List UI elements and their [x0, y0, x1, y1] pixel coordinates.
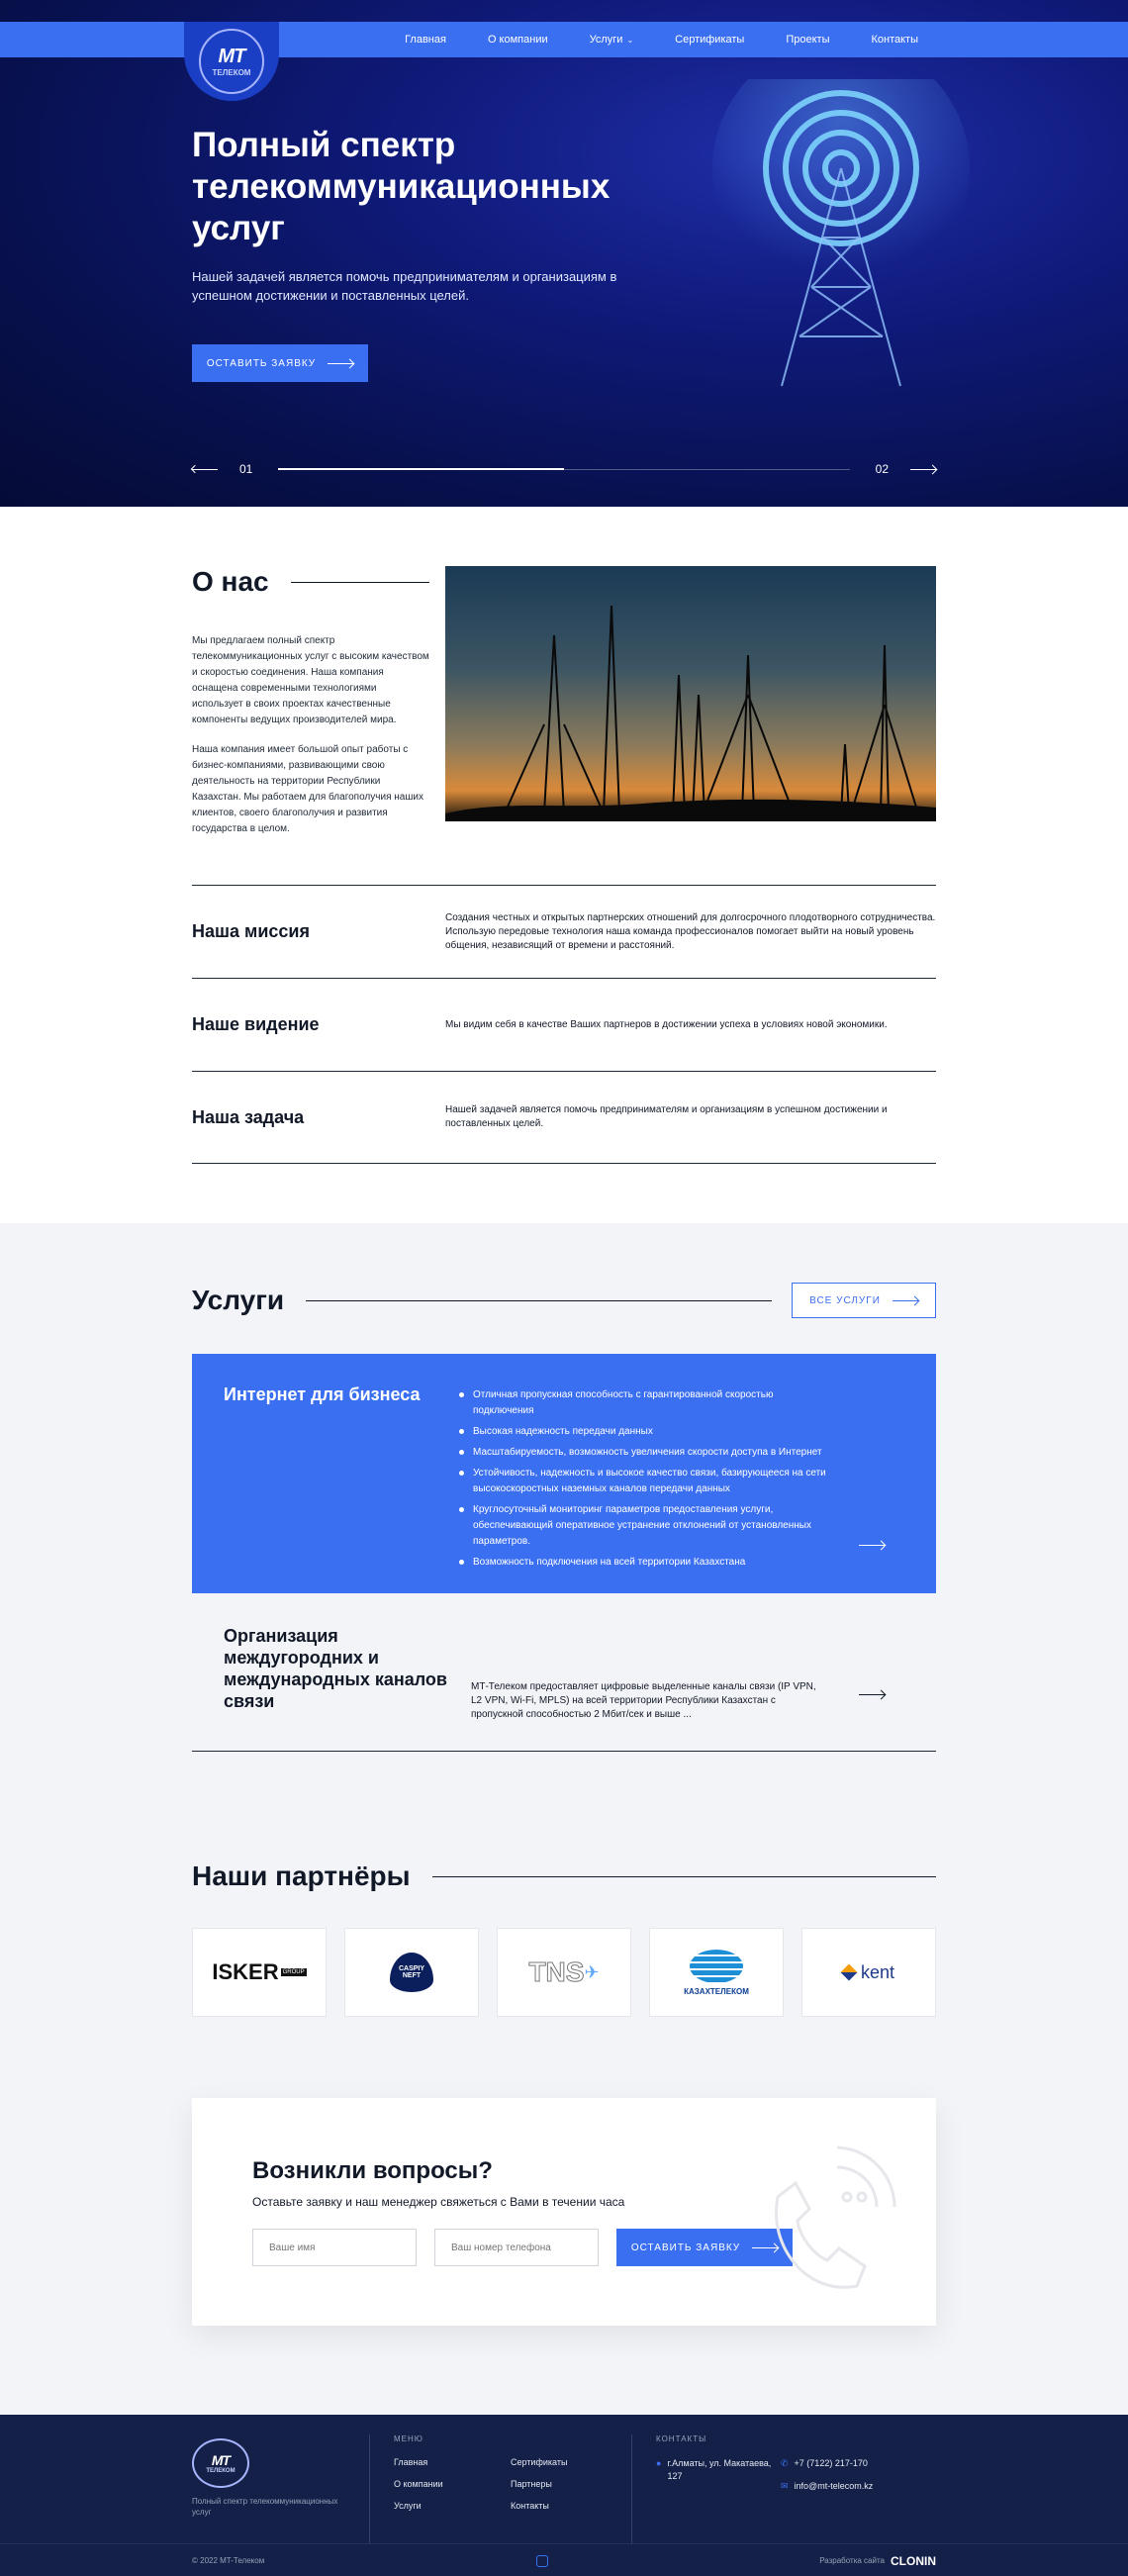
footer-phone-text: +7 (7122) 217-170 — [794, 2458, 868, 2468]
phone-icon — [748, 2138, 896, 2306]
about-title-text: О нас — [192, 566, 269, 597]
arrow-right-icon — [893, 1300, 918, 1301]
nav-home-label: Главная — [405, 34, 446, 46]
footer-link-home[interactable]: Главная — [394, 2457, 428, 2467]
mission-row — [192, 885, 936, 978]
slider-next-arrow-icon[interactable] — [910, 469, 936, 470]
footer-contacts-label: КОНТАКТЫ — [656, 2434, 707, 2443]
footer-address-text: г.Алматы, ул. Макатаева, 127 — [667, 2458, 772, 2481]
hero-request-button-label: ОСТАВИТЬ ЗАЯВКУ — [206, 357, 317, 369]
nav-services-label: Услуги — [589, 34, 623, 46]
partner-name: КАЗАХТЕЛЕКОМ — [684, 1986, 749, 1996]
logo[interactable] — [184, 22, 279, 101]
nav-contacts-label: Контакты — [871, 34, 918, 46]
all-services-button-label: ВСЕ УСЛУГИ — [809, 1294, 881, 1306]
about-text — [192, 633, 429, 837]
logo-text: MT — [211, 2452, 231, 2468]
list-item: Отличная пропускная способность с гарантированной скоростью подключения — [459, 1387, 835, 1419]
nav-projects-label: Проекты — [786, 34, 830, 46]
partner-tns-logo[interactable] — [497, 1928, 631, 2017]
list-item: Масштабируемость, возможность увеличения скорости доступа в Интернет — [459, 1445, 835, 1461]
footer-email[interactable] — [781, 2480, 905, 2493]
nav-certificates[interactable] — [675, 34, 744, 46]
partners-title — [192, 1860, 936, 1892]
service-card-text: МТ-Телеком предоставляет цифровые выделенные каналы связи (IP VPN, L2 VPN, Wi-Fi, MPLS) на всей территории Республики Казахстан с пропускной способностью 2 Мбит/сек и выше ... — [471, 1681, 816, 1720]
nav-about[interactable] — [488, 34, 548, 46]
chevron-down-icon: ⌄ — [626, 35, 634, 45]
list-item: Круглосуточный мониторинг параметров предоставления услуги, обеспечивающий оперативное устранение отклонений от установленных параметров. — [459, 1502, 835, 1550]
partner-name: ISKER — [212, 1959, 279, 1984]
top-navigation — [0, 22, 1128, 77]
partners-section — [192, 1860, 936, 2017]
developer-name: CLONIN — [891, 2553, 936, 2568]
footer-menu-label: МЕНЮ — [394, 2434, 423, 2443]
slider-prev-arrow-icon[interactable] — [192, 469, 218, 470]
hero-section — [0, 0, 1128, 507]
footer-tagline: Полный спектр телекоммуникационных услуг — [192, 2497, 338, 2517]
nav-contacts[interactable] — [871, 34, 918, 46]
slide-total-number: 02 — [875, 462, 889, 476]
partners-grid — [192, 1928, 936, 2017]
nav-about-label: О компании — [487, 34, 548, 46]
phone-input[interactable] — [434, 2229, 599, 2266]
location-pin-icon: ● — [656, 2458, 662, 2468]
nav-certificates-label: Сертификаты — [675, 34, 745, 46]
arrow-right-icon — [752, 2247, 778, 2248]
service-card-title: Интернет для бизнеса — [224, 1384, 421, 1404]
about-title — [192, 566, 429, 598]
service-features-list — [459, 1387, 835, 1568]
mission-text: Создания честных и открытых партнерских отношений для долгосрочного плодотворного сотрудничества. Использую передовые технология наша команда профессионалов помогает выйти на новый уровень общения, независящий от времени и расстояний. — [445, 911, 936, 951]
vision-row — [192, 978, 936, 1071]
nav-services[interactable] — [590, 34, 634, 46]
service-card-channels[interactable] — [192, 1593, 936, 1752]
partner-kent-logo[interactable] — [801, 1928, 936, 2017]
cta-submit-button-label: ОСТАВИТЬ ЗАЯВКУ — [630, 2242, 741, 2253]
developer-credit[interactable] — [819, 2554, 936, 2568]
instagram-icon[interactable] — [536, 2555, 548, 2567]
arrow-right-icon[interactable] — [859, 1694, 885, 1695]
partner-sub: GROUP — [282, 1969, 305, 1975]
arrow-right-icon — [328, 363, 353, 364]
footer-link-services[interactable]: Услуги — [394, 2501, 422, 2511]
name-input[interactable] — [252, 2229, 417, 2266]
hero-request-button[interactable] — [192, 344, 368, 382]
developer-logo — [891, 2554, 936, 2568]
logo-subtext: ТЕЛЕКОМ — [206, 2468, 235, 2474]
title-divider — [306, 1300, 772, 1301]
list-item: Возможность подключения на всей территории Казахстана — [459, 1555, 835, 1571]
footer-link-partners[interactable]: Партнеры — [511, 2479, 552, 2489]
footer-bottom-bar — [0, 2543, 1128, 2576]
mission-title: Наша миссия — [192, 921, 310, 941]
partner-caspiy-logo[interactable] — [344, 1928, 479, 2017]
partner-sub: NEFT — [402, 1972, 422, 1979]
footer-address — [656, 2457, 781, 2493]
footer-email-text: info@mt-telecom.kz — [794, 2481, 874, 2491]
title-divider — [432, 1876, 936, 1877]
list-item: Устойчивость, надежность и высокое качество связи, базирующееся на сети высокоскоростных наземных каналов передачи данных — [459, 1466, 835, 1497]
services-title-text: Услуги — [192, 1285, 285, 1315]
partner-kazakhtelecom-logo[interactable] — [649, 1928, 784, 2017]
logo-text: MT — [218, 46, 245, 67]
mail-icon: ✉ — [781, 2481, 789, 2491]
arrow-right-icon[interactable] — [859, 1545, 885, 1546]
nav-projects[interactable] — [786, 34, 829, 46]
footer-link-contacts[interactable]: Контакты — [511, 2501, 549, 2511]
task-text: Нашей задачей является помочь предпринимателям и организациям в успешном достижении и поставленных целей. — [445, 1104, 888, 1129]
footer-link-certificates[interactable]: Сертификаты — [511, 2457, 568, 2467]
footer-phone[interactable] — [781, 2457, 905, 2470]
vision-text: Мы видим себя в качестве Ваших партнеров в достижении успеха в условиях новой экономики. — [445, 1018, 888, 1030]
partner-name: TNS — [528, 1956, 585, 1987]
slide-current-number: 01 — [239, 462, 253, 476]
service-card-internet[interactable] — [192, 1354, 936, 1593]
slider-progress-fill — [278, 468, 564, 470]
services-title — [192, 1285, 772, 1316]
vision-title: Наше видение — [192, 1014, 320, 1034]
copyright: © 2022 MT-Телеком — [192, 2556, 265, 2565]
all-services-button[interactable] — [792, 1283, 936, 1318]
footer — [0, 2415, 1128, 2576]
footer-link-about[interactable]: О компании — [394, 2479, 443, 2489]
task-title: Наша задача — [192, 1106, 305, 1127]
about-section — [192, 507, 936, 1164]
developer-label: Разработка сайта — [819, 2556, 885, 2565]
plane-icon: ✈ — [584, 1961, 600, 1982]
services-section — [0, 1223, 1128, 2415]
cta-title: Возникли вопросы? — [252, 2157, 493, 2184]
footer-logo[interactable] — [192, 2438, 249, 2488]
hero-title: Полный спектр телекоммуникационных услуг — [192, 126, 611, 247]
title-divider — [291, 582, 429, 583]
phone-icon: ✆ — [781, 2458, 789, 2468]
main-menu — [363, 22, 918, 57]
radio-tower-illustration — [712, 79, 970, 396]
partners-title-text: Наши партнёры — [192, 1860, 411, 1891]
nav-home[interactable] — [405, 34, 446, 46]
hero-subtitle: Нашей задачей является помочь предпринимателям и организациям в успешном достижении и поставленных целей. — [192, 269, 617, 303]
antenna-towers-photo — [445, 566, 936, 821]
about-paragraph-1: Мы предлагаем полный спектр телекоммуникационных услуг с высоким качеством и скоростью соединения. Наша компания оснащена современными технологиями использует в своих проектах качественные компоненты ведущих производителей мира. — [192, 635, 429, 725]
partner-isker-logo[interactable] — [192, 1928, 327, 2017]
mission-vision-task — [192, 885, 936, 1164]
slider-controls — [192, 461, 936, 477]
logo-subtext: ТЕЛЕКОМ — [212, 68, 251, 77]
partner-name: CASPIY — [398, 1965, 425, 1972]
cta-subtitle: Оставьте заявку и наш менеджер свяжеться с Вами в течении часа — [252, 2195, 625, 2209]
about-paragraph-2: Наша компания имеет большой опыт работы с бизнес-компаниями, развивающими свою деятельность на территории Республики Казахстан. Мы работаем для благополучия наших клиентов, своего благополучия и развития государства в целом. — [192, 744, 423, 834]
partner-name: kent — [860, 1961, 895, 1982]
kent-mark-icon — [840, 1964, 857, 1981]
list-item: Высокая надежность передачи данных — [459, 1424, 835, 1440]
contact-request-form — [192, 2098, 936, 2326]
service-card-title: Организация междугородних и международных каналов связи — [224, 1626, 447, 1711]
slider-progress-track — [278, 469, 849, 470]
task-row — [192, 1071, 936, 1164]
